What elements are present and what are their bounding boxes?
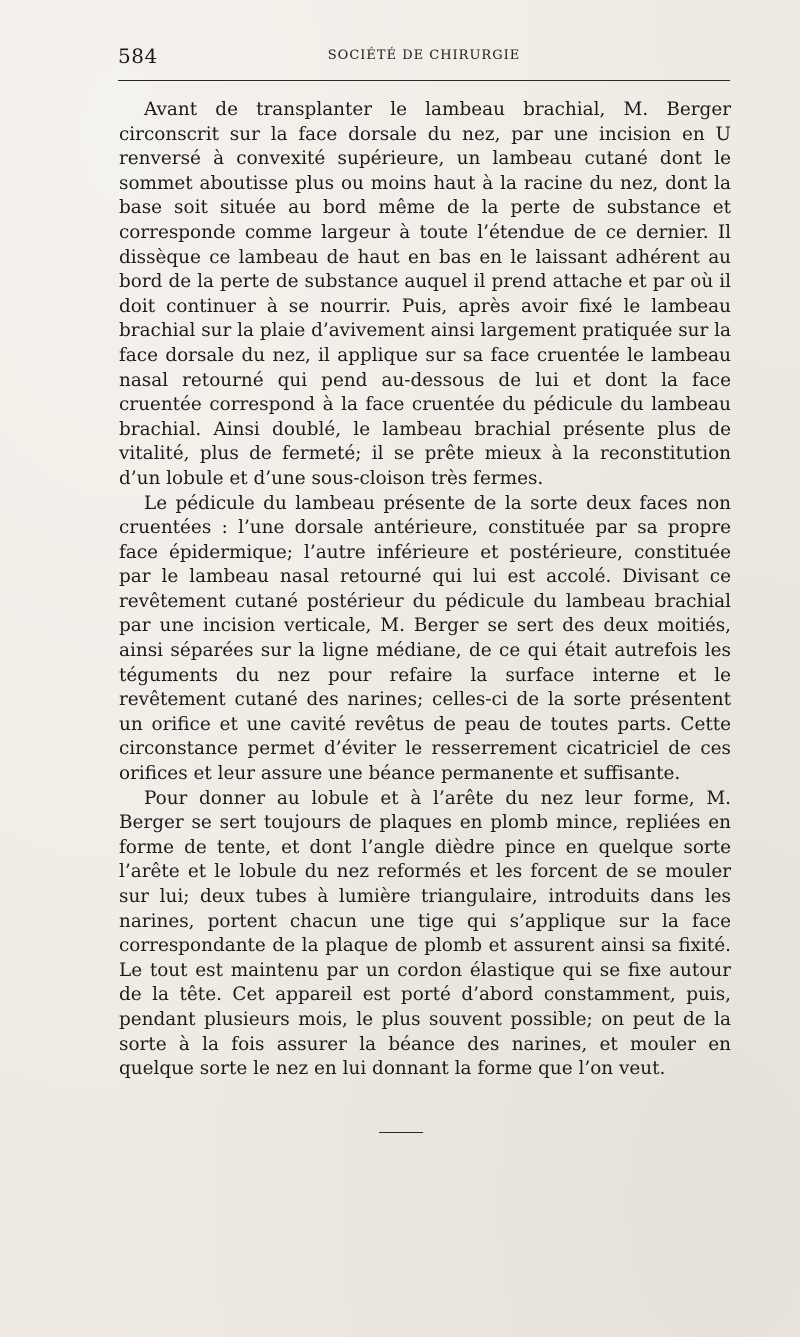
running-head: SOCIÉTÉ DE CHIRURGIE	[327, 48, 521, 63]
body-text	[119, 98, 731, 1082]
paragraph-1: Avant de transplanter le lambeau brachial, M. Berger circonscrit sur la face dorsale du nez, par une incision en U renversé à convexité supérieure, un lambeau cutané dont le sommet aboutisse plus ou moins haut à la racine du nez, dont la base soit située au bord même de la perte de substance et corresponde comme largeur à toute l’étendue de ce dernier. Il dissèque ce lambeau de haut en bas en le laissant adhérent au bord de la perte de substance auquel il prend attache et par où il doit continuer à se nourrir. Puis, après avoir fixé le lambeau brachial sur la plaie d’avivement ainsi largement pratiquée sur la face dorsale du nez, il applique sur sa face cruentée le lambeau nasal retourné qui pend au-dessous de lui et dont la face cruentée correspond à la face cruentée du pédicule du lambeau brachial. Ainsi doublé, le lambeau brachial présente plus de vitalité, plus de fermeté; il se prête mieux à la reconstitution d’un lobule et d’une sous-cloison très fermes.	[119, 99, 731, 489]
page-header	[118, 42, 730, 72]
paragraph-3: Pour donner au lobule et à l’arête du nez leur forme, M. Berger se sert toujours de plaques en plomb mince, repliées en forme de tente, et dont l’angle dièdre pince en quelque sorte l’arête et le lobule du nez reformés et les forcent de se mouler sur lui; deux tubes à lumière triangulaire, introduits dans les narines, portent chacun une tige qui s’applique sur la face correspondante de la plaque de plomb et assurent ainsi sa fixité. Le tout est maintenu par un cordon élastique qui se fixe autour de la tête. Cet appareil est porté d’abord constamment, puis, pendant plusieurs mois, le plus souvent possible; on peut de la sorte à la fois assurer la béance des narines, et mouler en quelque sorte le nez en lui donnant la forme que l’on veut.	[119, 787, 731, 1080]
page-number: 584	[118, 44, 158, 68]
section-end-rule	[379, 1132, 423, 1133]
header-rule	[118, 80, 730, 81]
paragraph-2: Le pédicule du lambeau présente de la sorte deux faces non cruentées : l’une dorsale antérieure, constituée par sa propre face épidermique; l’autre inférieure et postérieure, constituée par le lambeau nasal retourné qui lui est accolé. Divisant ce revêtement cutané postérieur du pédicule du lambeau brachial par une incision verticale, M. Berger se sert des deux moitiés, ainsi séparées sur la ligne médiane, de ce qui était autrefois les téguments du nez pour refaire la surface interne et le revêtement cutané des narines; celles-ci de la sorte présentent un orifice et une cavité revêtus de peau de toutes parts. Cette circonstance permet d’éviter le resserrement cicatriciel de ces orifices et leur assure une béance permanente et suffisante.	[119, 492, 731, 785]
